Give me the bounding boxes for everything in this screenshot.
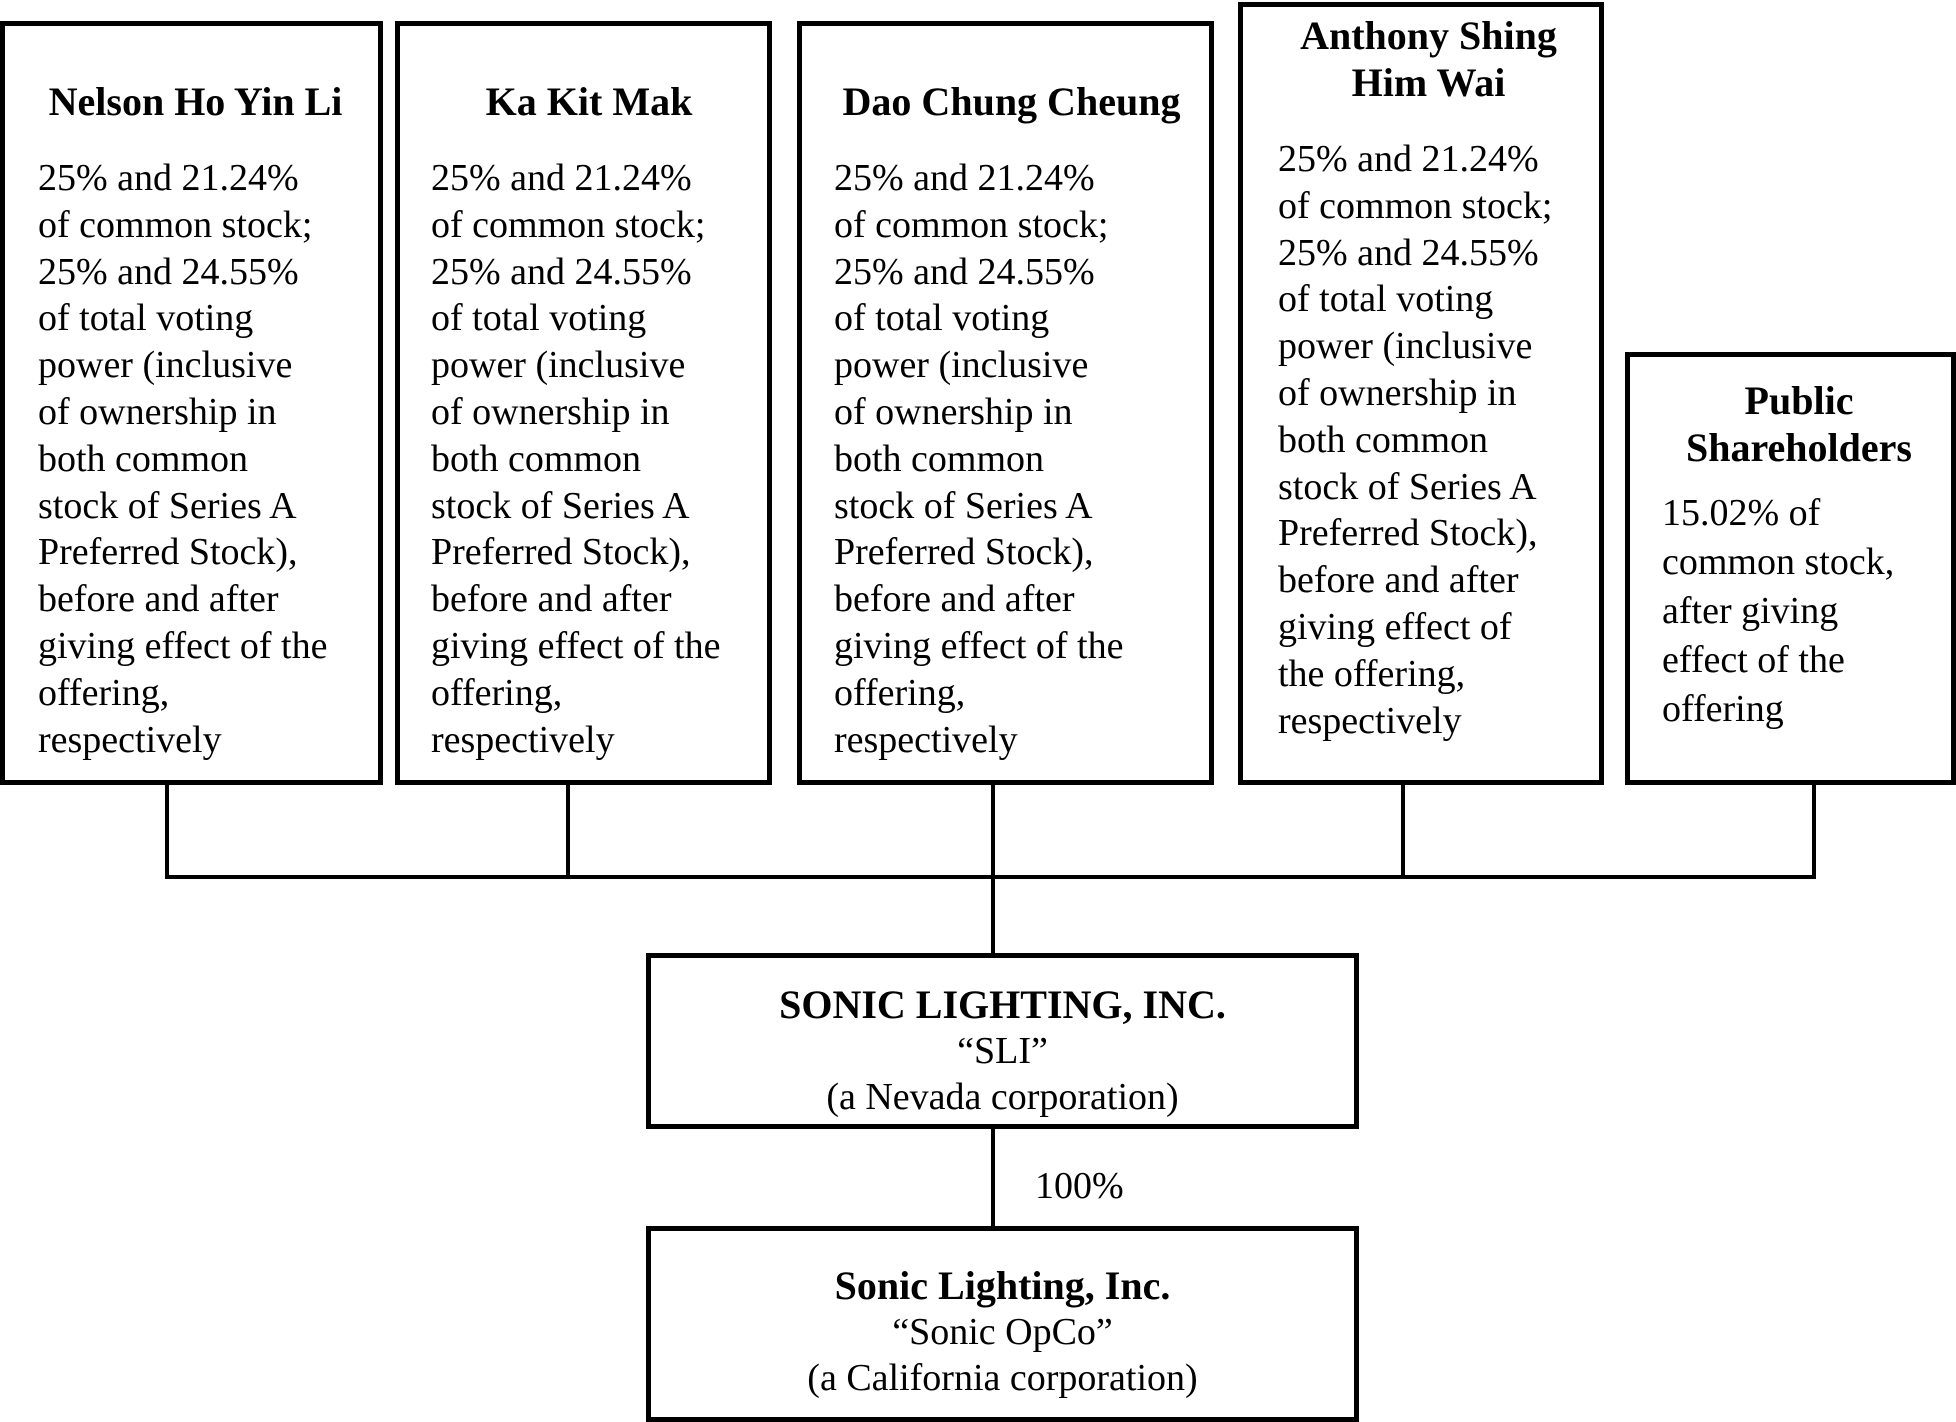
parent-company-short-name: “SLI” <box>957 1030 1048 1072</box>
shareholder-box-dao-chung-cheung <box>797 21 1214 785</box>
shareholder-name: Nelson Ho Yin Li <box>48 79 343 124</box>
shareholder-name: Public Shareholders <box>1686 378 1912 470</box>
subsidiary-company-name: Sonic Lighting, Inc. <box>834 1263 1171 1308</box>
ownership-percentage-label: 100% <box>1035 1165 1124 1207</box>
shareholder-description: 25% and 21.24% of common stock; 25% and 24.55% of total voting power (inclusive of ownership in both common stock of Series A Preferred Stock), before and after giving effect of the offering, respectively <box>1278 138 1553 742</box>
shareholder-name: Dao Chung Cheung <box>842 79 1181 124</box>
parent-company-box <box>646 953 1359 1129</box>
shareholder-box-anthony-shing-him-wai <box>1238 2 1604 785</box>
shareholder-box-ka-kit-mak <box>395 21 772 785</box>
shareholder-description: 25% and 21.24% of common stock; 25% and 24.55% of total voting power (inclusive of ownership in both common stock of Series A Preferred Stock), before and after giving effect of the offering, respectively <box>38 157 328 761</box>
shareholder-box-public-shareholders <box>1625 352 1956 785</box>
parent-company-jurisdiction: (a Nevada corporation) <box>826 1076 1179 1118</box>
parent-company-name: SONIC LIGHTING, INC. <box>779 982 1226 1027</box>
shareholder-description: 15.02% of common stock, after giving effect of the offering <box>1662 492 1895 730</box>
shareholder-name: Anthony Shing Him Wai <box>1300 13 1557 105</box>
shareholder-description: 25% and 21.24% of common stock; 25% and 24.55% of total voting power (inclusive of ownership in both common stock of Series A Preferred Stock), before and after giving effect of the offering, respectively <box>834 157 1124 761</box>
subsidiary-company-box <box>646 1226 1359 1422</box>
shareholder-description: 25% and 21.24% of common stock; 25% and 24.55% of total voting power (inclusive of ownership in both common stock of Series A Preferred Stock), before and after giving effect of the offering, respectively <box>431 157 721 761</box>
shareholder-box-nelson-ho-yin-li <box>0 21 383 785</box>
shareholder-name: Ka Kit Mak <box>485 79 693 124</box>
subsidiary-company-jurisdiction: (a California corporation) <box>807 1357 1198 1399</box>
subsidiary-company-short-name: “Sonic OpCo” <box>892 1311 1113 1353</box>
